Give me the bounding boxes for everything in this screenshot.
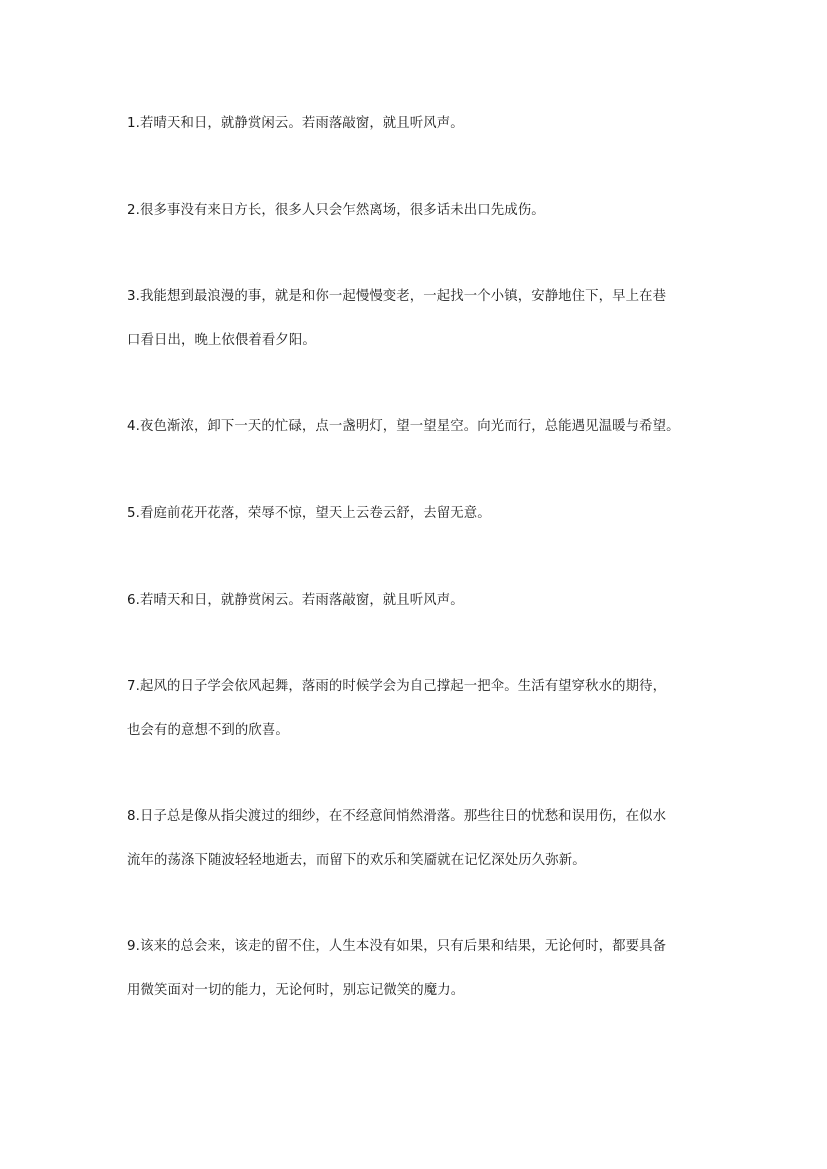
paragraph-line: 流年的荡涤下随波轻轻地逝去，而留下的欢乐和笑靥就在记忆深处历久弥新。 [127, 853, 586, 868]
quote-paragraph-9 [127, 925, 717, 1013]
quote-paragraph-3 [127, 275, 717, 363]
paragraph-line: 1.若晴天和日，就静赏闲云。若雨落敲窗，就且听风声。 [127, 116, 464, 131]
paragraph-line: 用微笑面对一切的能力，无论何时，别忘记微笑的魔力。 [127, 983, 465, 998]
paragraph-line: 6.若晴天和日，就静赏闲云。若雨落敲窗，就且听风声。 [127, 593, 464, 608]
quote-paragraph-6 [127, 579, 717, 623]
paragraph-line: 2.很多事没有来日方长，很多人只会乍然离场，很多话未出口先成伤。 [127, 203, 545, 218]
paragraph-line: 9.该来的总会来，该走的留不住，人生本没有如果，只有后果和结果，无论何时，都要具备 [127, 939, 667, 954]
paragraph-line: 口看日出，晚上依偎着看夕阳。 [127, 333, 316, 348]
quote-paragraph-4 [127, 405, 717, 449]
paragraph-line: 4.夜色渐浓，卸下一天的忙碌，点一盏明灯，望一望星空。向光而行，总能遇见温暖与希望。 [127, 419, 680, 434]
paragraph-line: 8.日子总是像从指尖渡过的细纱，在不经意间悄然滑落。那些往日的忧愁和误用伤，在似水 [127, 809, 667, 824]
paragraph-line: 7.起风的日子学会依风起舞，落雨的时候学会为自己撑起一把伞。生活有望穿秋水的期待， [127, 679, 667, 694]
quote-paragraph-2 [127, 189, 717, 233]
paragraph-line: 也会有的意想不到的欣喜。 [127, 723, 289, 738]
quote-paragraph-5 [127, 492, 717, 536]
quote-paragraph-8 [127, 795, 717, 883]
quote-paragraph-7 [127, 665, 717, 753]
paragraph-line: 5.看庭前花开花落，荣辱不惊，望天上云卷云舒，去留无意。 [127, 506, 491, 521]
paragraph-line: 3.我能想到最浪漫的事，就是和你一起慢慢变老，一起找一个小镇，安静地住下，早上在巷 [127, 289, 667, 304]
quote-paragraph-1 [127, 102, 717, 146]
